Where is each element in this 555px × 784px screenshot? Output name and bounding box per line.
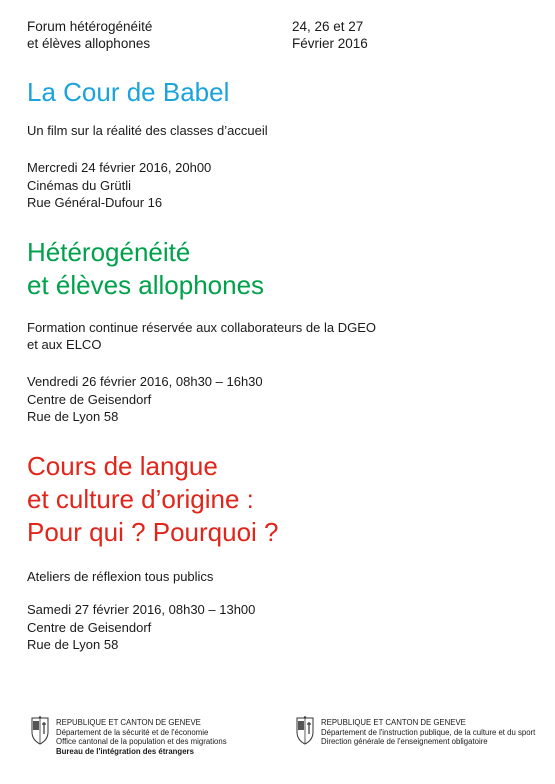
geneva-coat-of-arms-icon (294, 716, 316, 746)
event-1-address: Rue Général-Dufour 16 (27, 195, 163, 210)
footer-right-line: REPUBLIQUE ET CANTON DE GENEVE (321, 718, 466, 727)
footer-right-line: Département de l'instruction publique, de la culture et du sport (321, 727, 536, 737)
event-1-title: La Cour de Babel (27, 77, 230, 107)
event-2-title-line: Hétérogénéité (27, 237, 191, 267)
event-1-subtitle: Un film sur la réalité des classes d’accueil (27, 123, 268, 138)
event-3-venue: Centre de Geisendorf (27, 619, 152, 635)
event-2-date: Vendredi 26 février 2016, 08h30 – 16h30 (27, 374, 263, 389)
event-1-date: Mercredi 24 février 2016, 20h00 (27, 160, 212, 175)
event-1-info (27, 159, 211, 212)
forum-title (27, 18, 152, 52)
event-2-address: Rue de Lyon 58 (27, 409, 119, 424)
forum-dates-line: 24, 26 et 27 (292, 19, 364, 34)
footer-left-line: REPUBLIQUE ET CANTON DE GENEVE (56, 718, 201, 727)
footer-left-line: Département de la sécurité et de l'économie (56, 727, 209, 737)
event-3-title-line: et culture d’origine : (27, 484, 254, 514)
event-2-subtitle-line: et aux ELCO (27, 337, 102, 352)
event-2-subtitle (27, 319, 376, 353)
footer-left-line: Bureau de l'intégration des étrangers (56, 746, 194, 756)
footer-left-line: Office cantonal de la population et des migrations (56, 737, 227, 747)
footer-left-text (56, 718, 227, 756)
event-3-title-line: Cours de langue (27, 451, 218, 481)
event-3-subtitle: Ateliers de réflexion tous publics (27, 569, 214, 584)
forum-dates (292, 18, 368, 52)
forum-title-line: Forum hétérogénéité (27, 19, 153, 34)
event-2-subtitle-line: Formation continue réservée aux collaborateurs de la DGEO (27, 320, 377, 335)
event-2-title-line: et élèves allophones (27, 270, 265, 300)
event-3-date: Samedi 27 février 2016, 08h30 – 13h00 (27, 602, 256, 617)
footer-right-line: Direction générale de l'enseignement obligatoire (321, 737, 488, 747)
event-3-title-line: Pour qui ? Pourquoi ? (27, 517, 279, 547)
footer-right-text (321, 718, 535, 747)
event-3-title (27, 450, 279, 549)
forum-dates-line: Février 2016 (292, 36, 368, 51)
event-3-address: Rue de Lyon 58 (27, 637, 119, 652)
forum-title-line: et élèves allophones (27, 36, 151, 51)
geneva-coat-of-arms-icon (29, 716, 51, 746)
event-2-venue: Centre de Geisendorf (27, 391, 152, 407)
event-1-venue: Cinémas du Grütli (27, 177, 132, 193)
event-2-title (27, 236, 264, 302)
event-2-info (27, 373, 263, 426)
event-3-info (27, 601, 255, 654)
